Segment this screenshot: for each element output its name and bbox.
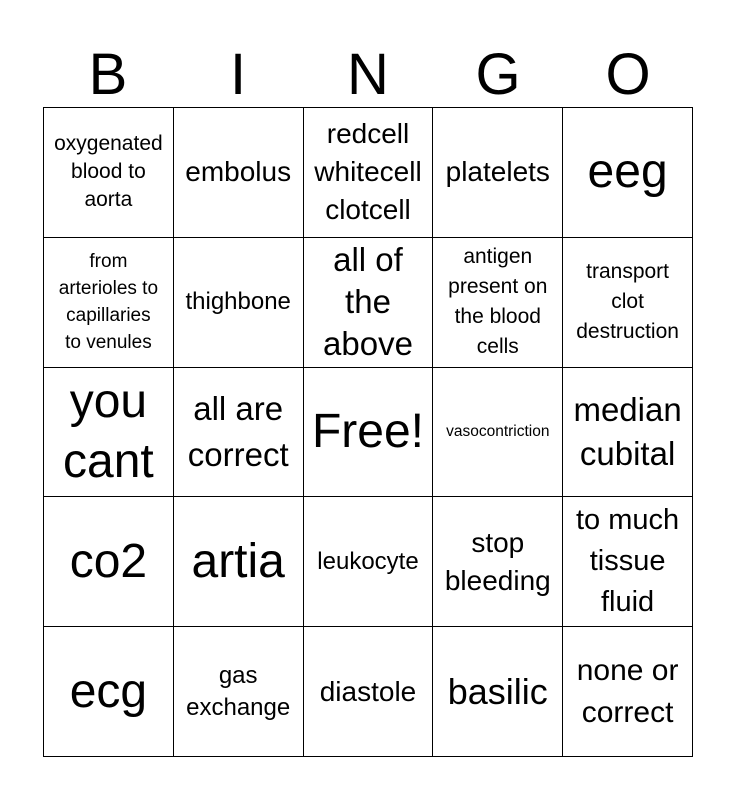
- bingo-cell[interactable]: [563, 497, 693, 627]
- bingo-cell[interactable]: [304, 108, 434, 238]
- cell-text: vasocontriction: [446, 422, 550, 440]
- cell-text: all are correct: [187, 389, 289, 473]
- bingo-cell[interactable]: [174, 497, 304, 627]
- bingo-cell[interactable]: [433, 238, 563, 368]
- cell-text: none or correct: [576, 653, 679, 729]
- cell-text: platelets: [445, 156, 550, 188]
- bingo-cell[interactable]: [174, 368, 304, 498]
- cell-text: antigen present on the blood cells: [448, 245, 548, 359]
- cell-text: ecg: [69, 664, 148, 718]
- bingo-cell[interactable]: [44, 238, 174, 368]
- header-letter-i: I: [229, 42, 247, 107]
- cell-text: all of the above: [323, 241, 413, 363]
- bingo-cell[interactable]: [563, 238, 693, 368]
- bingo-cell[interactable]: [433, 368, 563, 498]
- header-letter-g: G: [475, 42, 521, 107]
- header-letter-b: B: [88, 42, 128, 107]
- bingo-cell[interactable]: [433, 627, 563, 757]
- cell-text: transport clot destruction: [576, 260, 679, 344]
- cell-text: stop bleeding: [444, 526, 551, 596]
- bingo-cell[interactable]: [563, 368, 693, 498]
- cell-text: oxygenated blood to aorta: [54, 132, 163, 212]
- cell-text: artia: [191, 534, 285, 588]
- bingo-cell[interactable]: [44, 368, 174, 498]
- cell-text: to much tissue fluid: [576, 504, 680, 619]
- bingo-cell[interactable]: [44, 108, 174, 238]
- bingo-cell[interactable]: [44, 627, 174, 757]
- bingo-cell[interactable]: [433, 497, 563, 627]
- bingo-cell[interactable]: [304, 627, 434, 757]
- header-letter-n: N: [347, 42, 389, 107]
- bingo-header: [43, 44, 693, 106]
- bingo-cell[interactable]: [174, 238, 304, 368]
- cell-text: thighbone: [185, 288, 291, 316]
- cell-text: from arterioles to capillaries to venules: [58, 251, 159, 354]
- cell-text: embolus: [185, 156, 292, 188]
- bingo-cell[interactable]: [304, 497, 434, 627]
- cell-text: you cant: [63, 374, 154, 488]
- bingo-cell[interactable]: [563, 108, 693, 238]
- cell-text: Free!: [311, 404, 424, 458]
- bingo-cell[interactable]: [433, 108, 563, 238]
- cell-text: co2: [69, 534, 148, 588]
- cell-text: eeg: [587, 145, 668, 199]
- header-letter-o: O: [605, 42, 651, 107]
- cell-text: gas exchange: [186, 661, 291, 721]
- cell-text: median cubital: [573, 390, 682, 472]
- cell-text: leukocyte: [317, 547, 419, 575]
- bingo-cell[interactable]: [44, 497, 174, 627]
- bingo-cell[interactable]: [304, 238, 434, 368]
- free-space[interactable]: [304, 368, 434, 498]
- bingo-cell[interactable]: [174, 108, 304, 238]
- cell-text: basilic: [447, 670, 548, 712]
- cell-text: diastole: [319, 675, 417, 707]
- cell-text: redcell whitecell clotcell: [314, 118, 422, 226]
- bingo-cell[interactable]: [563, 627, 693, 757]
- bingo-cell[interactable]: [174, 627, 304, 757]
- bingo-board: [43, 107, 693, 757]
